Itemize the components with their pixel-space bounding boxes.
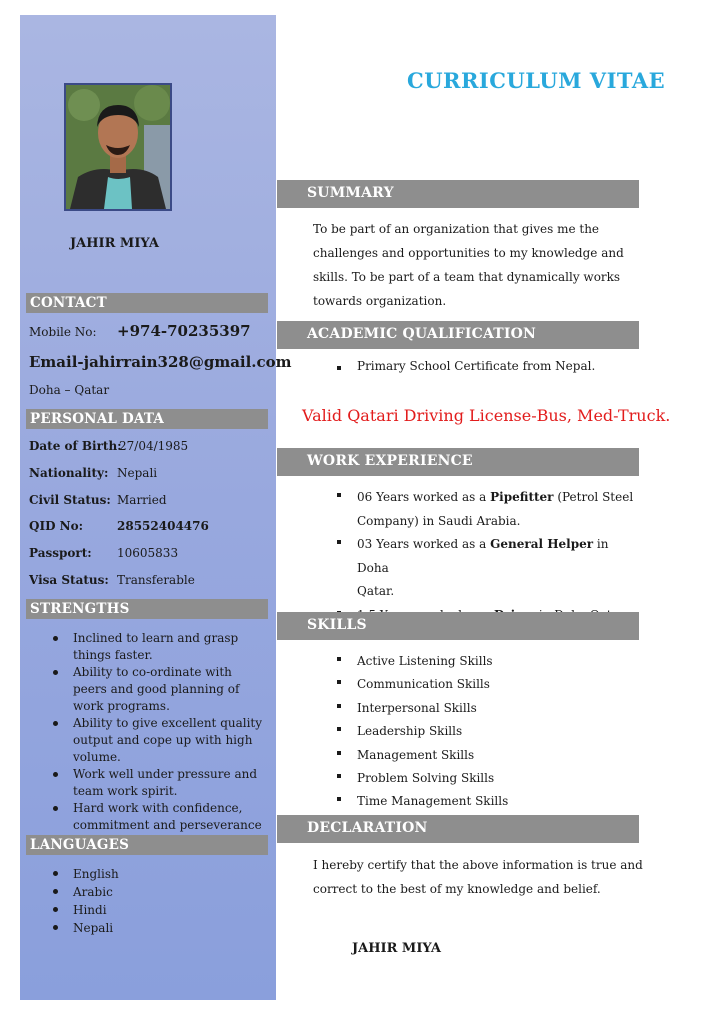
passport-row: [29, 546, 179, 560]
civil-status-label: Civil Status:: [29, 493, 111, 507]
candidate-name: JAHIR MIYA: [70, 236, 159, 251]
strength-item: Ability to co-ordinate with peers and good planning of work programs.: [73, 664, 269, 715]
mobile-label: Mobile No:: [29, 325, 97, 339]
languages-list: [73, 865, 119, 937]
skill-item: Interpersonal Skills: [357, 697, 508, 720]
qid-value: 28552404476: [117, 519, 209, 533]
languages-heading: LANGUAGES: [26, 835, 268, 855]
qid-row: [29, 519, 209, 533]
summary-line: skills. To be part of a team that dynamically works: [313, 270, 621, 284]
language-item: Arabic: [73, 883, 119, 901]
strength-item: Work well under pressure and team work spirit.: [73, 766, 269, 800]
work-experience-list: [357, 486, 637, 627]
passport-value: 10605833: [117, 546, 179, 560]
declaration-line: correct to the best of my knowledge and belief.: [313, 882, 601, 896]
visa-status-row: [29, 573, 195, 587]
nationality-row: [29, 466, 158, 480]
work-experience-heading: WORK EXPERIENCE: [277, 448, 639, 476]
academic-item: Primary School Certificate from Nepal.: [357, 359, 596, 373]
civil-status-row: [29, 493, 167, 507]
skill-item: Time Management Skills: [357, 790, 508, 813]
dob-label: Date of Birth:: [29, 439, 122, 453]
personal-data-heading: PERSONAL DATA: [26, 409, 268, 429]
strengths-heading: STRENGTHS: [26, 599, 268, 619]
mobile-row: [29, 322, 251, 340]
strength-item: Ability to give excellent quality output and cope up with high volume.: [73, 715, 269, 766]
strengths-list: [73, 630, 269, 834]
qid-label: QID No:: [29, 519, 84, 533]
location-text: Doha – Qatar: [29, 383, 110, 397]
signature-name: JAHIR MIYA: [352, 941, 441, 956]
dob-row: [29, 439, 189, 453]
skill-item: Management Skills: [357, 744, 508, 767]
declaration-text: [313, 853, 643, 901]
dob-value: 27/04/1985: [119, 439, 189, 453]
summary-line: towards organization.: [313, 294, 447, 308]
skill-item: Problem Solving Skills: [357, 767, 508, 790]
mobile-value: +974-70235397: [117, 322, 251, 340]
driving-license-note: Valid Qatari Driving License-Bus, Med-Truck.: [302, 406, 671, 425]
visa-status-value: Transferable: [117, 573, 195, 587]
document-title: CURRICULUM VITAE: [407, 68, 666, 93]
strength-item: Hard work with confidence, commitment and perseverance: [73, 800, 269, 834]
skill-item: Communication Skills: [357, 673, 508, 696]
experience-item: 06 Years worked as a Pipefitter (Petrol Steel Company) in Saudi Arabia.: [357, 486, 637, 533]
language-item: Nepali: [73, 919, 119, 937]
nationality-label: Nationality:: [29, 466, 109, 480]
skills-list: [357, 650, 508, 814]
profile-photo: [64, 83, 172, 211]
strength-item: Inclined to learn and grasp things faster.: [73, 630, 269, 664]
email-text: Email-jahirrain328@gmail.com: [29, 353, 292, 371]
civil-status-value: Married: [117, 493, 167, 507]
skills-heading: SKILLS: [277, 612, 639, 640]
nationality-value: Nepali: [117, 466, 158, 480]
visa-status-label: Visa Status:: [29, 573, 109, 587]
skill-item: Leadership Skills: [357, 720, 508, 743]
passport-label: Passport:: [29, 546, 92, 560]
declaration-line: I hereby certify that the above information is true and: [313, 858, 643, 872]
contact-heading: CONTACT: [26, 293, 268, 313]
summary-line: To be part of an organization that gives me the: [313, 222, 600, 236]
summary-heading: SUMMARY: [277, 180, 639, 208]
declaration-heading: DECLARATION: [277, 815, 639, 843]
skill-item: Active Listening Skills: [357, 650, 508, 673]
academic-heading: ACADEMIC QUALIFICATION: [277, 321, 639, 349]
summary-text: [313, 217, 624, 313]
language-item: Hindi: [73, 901, 119, 919]
experience-item: 03 Years worked as a General Helper in Doha Qatar.: [357, 533, 637, 604]
academic-list: [357, 359, 595, 373]
language-item: English: [73, 867, 119, 881]
summary-line: challenges and opportunities to my knowledge and: [313, 246, 624, 260]
